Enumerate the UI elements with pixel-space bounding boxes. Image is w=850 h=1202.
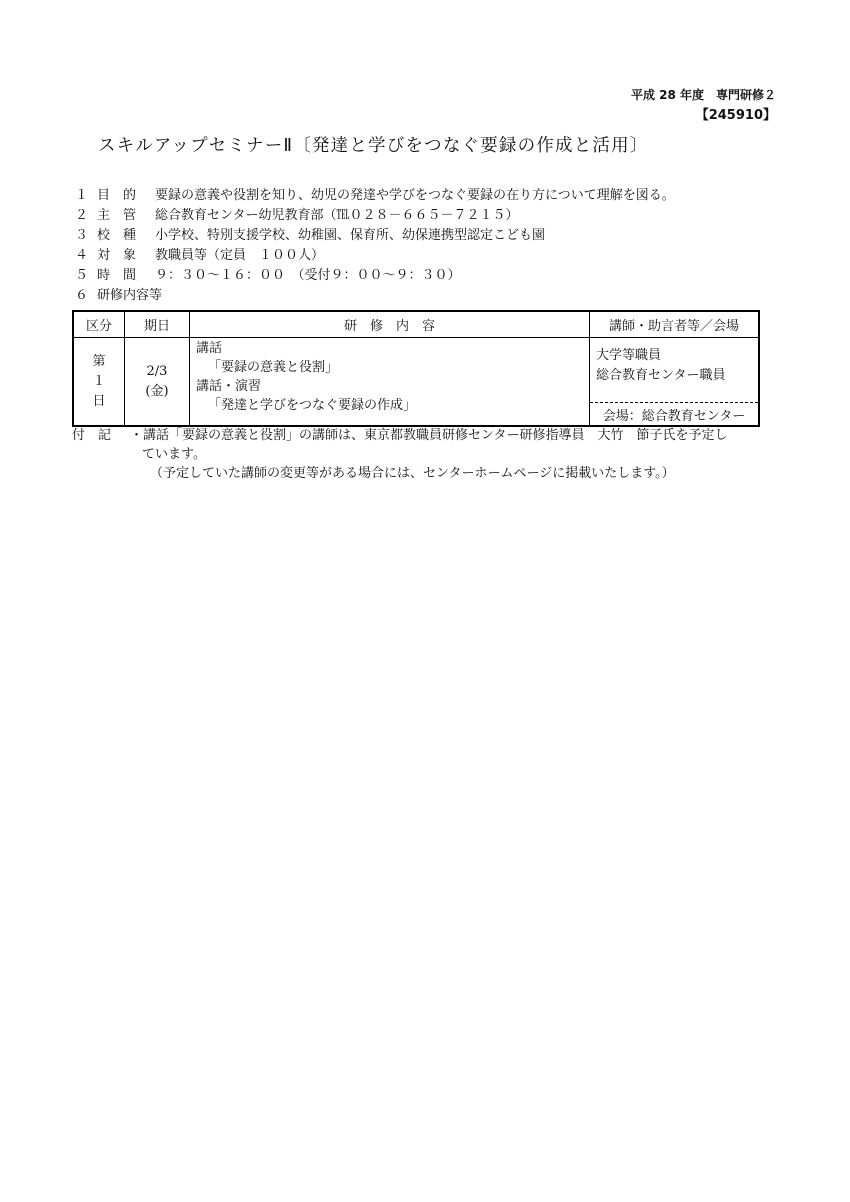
item-number: ３	[75, 228, 89, 243]
outline-list	[75, 186, 675, 306]
header-date: 期日	[125, 311, 190, 338]
content-line: 講話	[196, 341, 223, 356]
item-value: 小学校、特別支援学校、幼稚園、保育所、幼保連携型認定こども園	[155, 228, 546, 243]
page-title: スキルアップセミナーⅡ〔発達と学びをつなぐ要録の作成と活用〕	[98, 136, 649, 156]
outline-item-purpose	[75, 186, 675, 206]
item-number: ２	[75, 208, 89, 223]
division-text: 第	[92, 353, 106, 369]
header-lecturer-venue: 講師・助言者等／会場	[590, 311, 760, 338]
notes-line: ・講話「要録の意義と役割」の講師は、東京都教職員研修センター研修指導員 大竹 節子氏を予定し	[130, 428, 728, 443]
outline-item-time	[75, 266, 675, 286]
item-label: 目 的	[97, 188, 137, 203]
outline-item-contents	[75, 286, 675, 306]
item-label: 時 間	[97, 268, 137, 283]
item-value: 教職員等（定員 １００人）	[155, 248, 325, 263]
header-content: 研 修 内 容	[190, 311, 590, 338]
header-division: 区分	[73, 311, 125, 338]
item-number: ５	[75, 268, 89, 283]
outline-item-target	[75, 246, 675, 266]
lecturer-line: 総合教育センター職員	[596, 368, 726, 383]
item-label: 主 管	[97, 208, 137, 223]
content-line: 「要録の意義と役割」	[208, 360, 339, 375]
item-number: ４	[75, 248, 89, 263]
training-schedule-table	[72, 310, 760, 427]
table-header-row	[73, 311, 759, 338]
session-weekday: (金)	[145, 383, 169, 399]
item-number: ６	[75, 288, 89, 303]
outline-item-school-type	[75, 226, 675, 246]
notes-line: ています。	[142, 447, 206, 462]
table-row	[73, 338, 759, 403]
item-label: 対 象	[97, 248, 137, 263]
content-line: 「発達と学びをつなぐ要録の作成」	[208, 398, 417, 413]
division-text: 日	[92, 393, 106, 409]
session-date: 2/3	[146, 363, 168, 379]
notes-line: （予定していた講師の変更等がある場合には、センターホームページに掲載いたします。）	[150, 466, 675, 481]
item-value: 総合教育センター幼児教育部（℡０２８－６６５－７２１５）	[155, 208, 519, 223]
notes-label: 付 記	[72, 428, 112, 443]
course-code: 【245910】	[695, 108, 776, 123]
item-label: 校 種	[97, 228, 137, 243]
fiscal-year-line: 平成 28 年度 専門研修２	[630, 88, 776, 102]
division-text: １	[92, 373, 106, 389]
content-cell	[190, 338, 590, 427]
outline-item-organizer	[75, 206, 675, 226]
item-value: 要録の意義や役割を知り、幼児の発達や学びをつなぐ要録の在り方について理解を図る。	[155, 188, 675, 203]
venue-cell: 会場：総合教育センター	[590, 403, 760, 427]
item-value: ９：３０～１６：００ （受付９：００～９：３０）	[155, 268, 461, 283]
lecturer-line: 大学等職員	[596, 348, 662, 363]
date-cell	[125, 338, 190, 427]
notes	[72, 426, 772, 483]
division-cell	[73, 338, 125, 427]
content-line: 講話・演習	[196, 379, 262, 394]
item-label: 研修内容等	[97, 288, 163, 303]
item-number: １	[75, 188, 89, 203]
lecturer-cell	[590, 338, 760, 403]
